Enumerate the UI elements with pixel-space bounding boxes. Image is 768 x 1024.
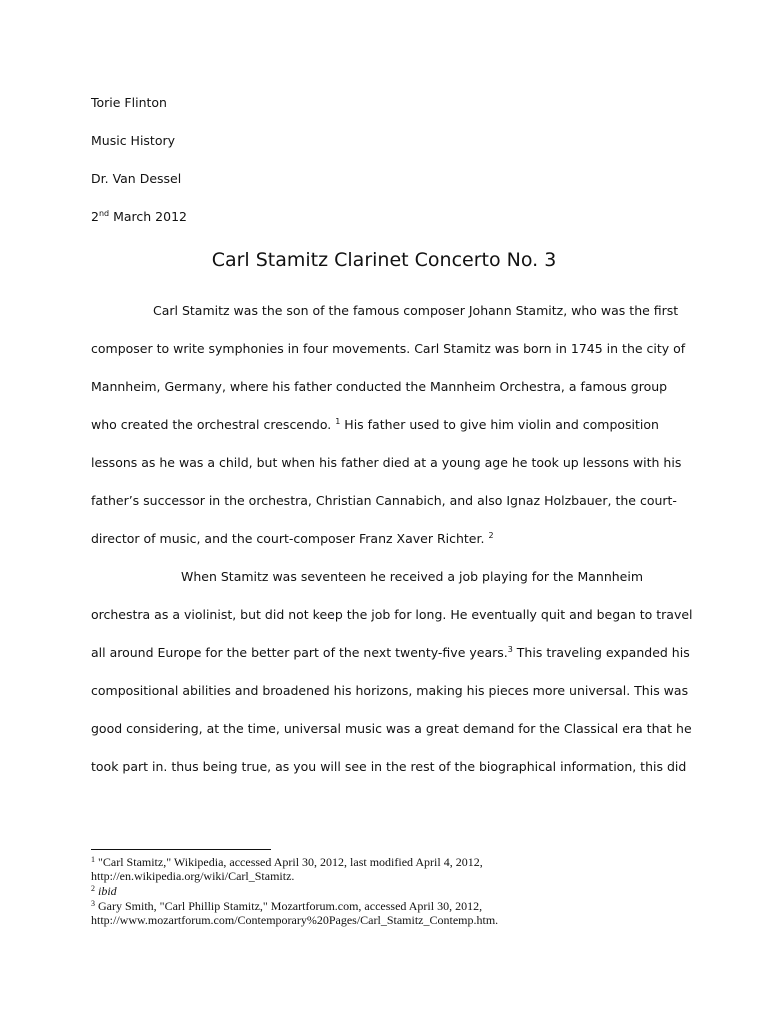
footnote-1-text: "Carl Stamitz," Wikipedia, accessed April 30, 2012, last modified April 4, 2012, bbox=[95, 855, 483, 869]
body-line-4 bbox=[91, 417, 659, 433]
body-line-10-start: all around Europe for the better part of the next twenty-five years. bbox=[91, 645, 508, 660]
body-line-6: father’s successor in the orchestra, Christian Cannabich, and also Ignaz Holzbauer, the court- bbox=[91, 493, 677, 508]
instructor-name: Dr. Van Dessel bbox=[91, 171, 182, 186]
footnote-3-text: Gary Smith, "Carl Phillip Stamitz," Mozartforum.com, accessed April 30, 2012, bbox=[95, 899, 483, 913]
body-line-13: took part in. thus being true, as you will see in the rest of the biographical information, this did bbox=[91, 759, 687, 774]
body-line-2: composer to write symphonies in four movements. Carl Stamitz was born in 1745 in the city of bbox=[91, 341, 686, 356]
body-line-8: When Stamitz was seventeen he received a job playing for the Mannheim bbox=[181, 569, 644, 584]
body-line-1: Carl Stamitz was the son of the famous composer Johann Stamitz, who was the first bbox=[153, 303, 679, 318]
body-line-4-end: His father used to give him violin and composition bbox=[340, 417, 659, 432]
footnote-1-number: 1 bbox=[91, 855, 95, 864]
document-title: Carl Stamitz Clarinet Concerto No. 3 bbox=[211, 249, 557, 271]
course-name: Music History bbox=[91, 133, 176, 148]
footnote-3 bbox=[91, 899, 482, 913]
body-line-9: orchestra as a violinist, but did not keep the job for long. He eventually quit and began to travel bbox=[91, 607, 693, 622]
body-line-7 bbox=[91, 531, 494, 547]
footnote-2-number: 2 bbox=[91, 884, 95, 893]
footnote-3-number: 3 bbox=[91, 899, 95, 908]
document-date bbox=[91, 209, 187, 225]
footnote-1-url: http://en.wikipedia.org/wiki/Carl_Stamitz. bbox=[91, 869, 295, 883]
footnote-separator bbox=[91, 849, 271, 850]
body-line-4-start: who created the orchestral crescendo. bbox=[91, 417, 336, 432]
footnote-2 bbox=[91, 884, 117, 898]
footnote-3-url: http://www.mozartforum.com/Contemporary%20Pages/Carl_Stamitz_Contemp.htm. bbox=[91, 913, 499, 927]
body-line-3: Mannheim, Germany, where his father conducted the Mannheim Orchestra, a famous group bbox=[91, 379, 668, 394]
footnote-ref-1: 1 bbox=[335, 417, 341, 426]
body-line-10 bbox=[91, 645, 690, 661]
date-suffix: nd bbox=[98, 209, 110, 218]
body-line-12: good considering, at the time, universal music was a great demand for the Classical era that he bbox=[91, 721, 692, 736]
footnote-2-text: ibid bbox=[95, 884, 117, 898]
body-line-5: lessons as he was a child, but when his father died at a young age he took up lessons with his bbox=[91, 455, 682, 470]
date-rest: March 2012 bbox=[109, 209, 187, 224]
body-line-11: compositional abilities and broadened his horizons, making his pieces more universal. This was bbox=[91, 683, 689, 698]
date-day: 2 bbox=[91, 209, 99, 224]
footnote-ref-2: 2 bbox=[488, 531, 494, 540]
body-line-10-end: This traveling expanded his bbox=[512, 645, 690, 660]
footnote-1 bbox=[91, 855, 483, 869]
footnote-ref-3: 3 bbox=[507, 645, 513, 654]
author-name: Torie Flinton bbox=[91, 95, 167, 110]
body-line-7-start: director of music, and the court-composer Franz Xaver Richter. bbox=[91, 531, 489, 546]
